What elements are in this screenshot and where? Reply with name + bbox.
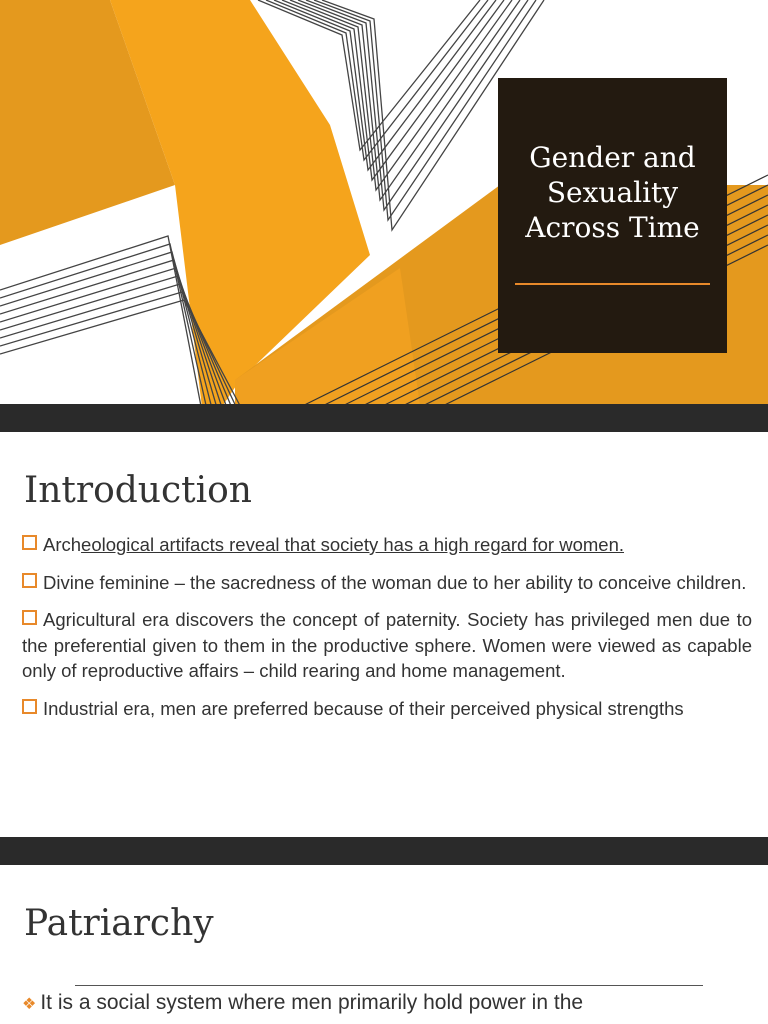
bullet-text: Agricultural era discovers the concept of paternity. Society has privileged men due to the preferential given to them in the productive sphere. Women were viewed as capable only of reproductive affairs – child rearing and home management. xyxy=(22,609,752,681)
patriarchy-slide xyxy=(0,865,768,1024)
checkbox-bullet-icon xyxy=(22,535,37,550)
title-line: Gender and xyxy=(529,141,696,174)
slide-heading: Introduction xyxy=(24,470,252,511)
slide-footer-bar xyxy=(0,404,768,432)
checkbox-bullet-icon xyxy=(22,573,37,588)
bullet-item xyxy=(22,532,752,558)
divider xyxy=(75,985,703,986)
bullet-text-underlined: eological artifacts reveal that society has a high regard for women. xyxy=(81,534,624,555)
slide-heading: Patriarchy xyxy=(24,903,214,944)
bullet-item xyxy=(22,696,752,722)
diamond-bullet-icon: ❖ xyxy=(22,996,37,1013)
bullet-text: Arch xyxy=(43,534,82,555)
bullet-text: Divine feminine – the sacredness of the woman due to her ability to conceive children. xyxy=(43,571,747,593)
bullet-item xyxy=(22,990,752,1018)
title-line: Across Time xyxy=(525,211,700,244)
bullet-text: Industrial era, men are preferred because of their perceived physical strengths xyxy=(43,697,684,719)
slide-separator-bar xyxy=(0,837,768,865)
checkbox-bullet-icon xyxy=(22,610,37,625)
slide-title xyxy=(498,140,727,245)
bullet-item xyxy=(22,570,752,596)
title-underline xyxy=(515,283,710,285)
introduction-slide xyxy=(0,432,768,837)
bullet-list xyxy=(22,532,752,733)
title-box xyxy=(498,78,727,353)
title-slide xyxy=(0,0,768,432)
bullet-item xyxy=(22,607,752,684)
title-line: Sexuality xyxy=(546,176,679,209)
bullet-text: It is a social system where men primarily hold power in the xyxy=(40,991,584,1014)
checkbox-bullet-icon xyxy=(22,699,37,714)
